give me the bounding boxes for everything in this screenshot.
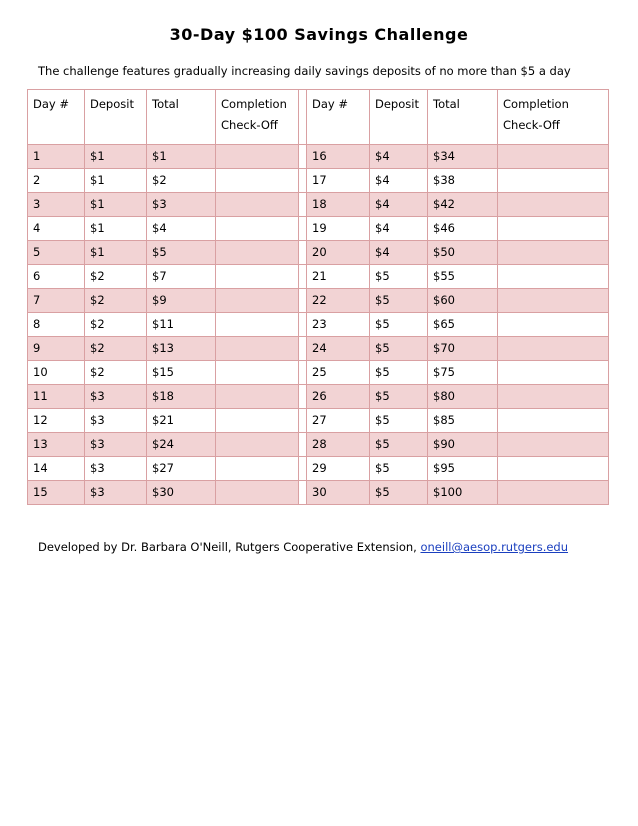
day-cell: 7: [28, 289, 85, 313]
total-cell: $27: [147, 457, 216, 481]
completion-checkoff-cell[interactable]: [498, 265, 609, 289]
table-row: [28, 385, 609, 409]
deposit-cell: $2: [85, 265, 147, 289]
total-cell: $55: [428, 265, 498, 289]
deposit-cell: $3: [85, 385, 147, 409]
total-cell: $95: [428, 457, 498, 481]
total-cell: $38: [428, 169, 498, 193]
table-header-row: [28, 90, 609, 145]
credit-line: [38, 540, 568, 554]
total-cell: $85: [428, 409, 498, 433]
total-cell: $30: [147, 481, 216, 505]
completion-checkoff-cell[interactable]: [216, 337, 299, 361]
credit-text: Developed by Dr. Barbara O'Neill, Rutgers Cooperative Extension,: [38, 540, 421, 554]
day-cell: 25: [307, 361, 370, 385]
total-cell: $90: [428, 433, 498, 457]
day-cell: 23: [307, 313, 370, 337]
day-cell: 1: [28, 145, 85, 169]
column-gap: [299, 145, 307, 169]
completion-checkoff-cell[interactable]: [498, 145, 609, 169]
column-gap: [299, 481, 307, 505]
total-cell: $2: [147, 169, 216, 193]
day-cell: 14: [28, 457, 85, 481]
day-cell: 5: [28, 241, 85, 265]
completion-checkoff-cell[interactable]: [216, 217, 299, 241]
table-body: [28, 145, 609, 505]
deposit-cell: $4: [370, 241, 428, 265]
header-day-right: Day #: [307, 90, 370, 145]
day-cell: 21: [307, 265, 370, 289]
total-cell: $18: [147, 385, 216, 409]
completion-checkoff-cell[interactable]: [216, 409, 299, 433]
deposit-cell: $5: [370, 409, 428, 433]
table-row: [28, 193, 609, 217]
completion-checkoff-cell[interactable]: [216, 385, 299, 409]
header-deposit-right: Deposit: [370, 90, 428, 145]
table-row: [28, 337, 609, 361]
deposit-cell: $2: [85, 313, 147, 337]
deposit-cell: $5: [370, 313, 428, 337]
table-row: [28, 433, 609, 457]
completion-checkoff-cell[interactable]: [498, 241, 609, 265]
completion-checkoff-cell[interactable]: [498, 289, 609, 313]
day-cell: 16: [307, 145, 370, 169]
deposit-cell: $1: [85, 241, 147, 265]
column-gap: [299, 385, 307, 409]
completion-checkoff-cell[interactable]: [498, 313, 609, 337]
day-cell: 12: [28, 409, 85, 433]
completion-checkoff-cell[interactable]: [498, 385, 609, 409]
header-completion-left: Completion Check-Off: [216, 90, 299, 145]
deposit-cell: $1: [85, 145, 147, 169]
deposit-cell: $2: [85, 289, 147, 313]
completion-checkoff-cell[interactable]: [498, 433, 609, 457]
day-cell: 19: [307, 217, 370, 241]
completion-checkoff-cell[interactable]: [498, 193, 609, 217]
day-cell: 2: [28, 169, 85, 193]
completion-checkoff-cell[interactable]: [216, 145, 299, 169]
total-cell: $75: [428, 361, 498, 385]
total-cell: $42: [428, 193, 498, 217]
total-cell: $1: [147, 145, 216, 169]
day-cell: 29: [307, 457, 370, 481]
total-cell: $100: [428, 481, 498, 505]
total-cell: $21: [147, 409, 216, 433]
day-cell: 6: [28, 265, 85, 289]
table-row: [28, 265, 609, 289]
completion-checkoff-cell[interactable]: [216, 265, 299, 289]
intro-text: The challenge features gradually increasing daily savings deposits of no more than $5 a day: [38, 64, 571, 78]
deposit-cell: $2: [85, 361, 147, 385]
header-deposit-left: Deposit: [85, 90, 147, 145]
completion-checkoff-cell[interactable]: [216, 457, 299, 481]
day-cell: 11: [28, 385, 85, 409]
deposit-cell: $3: [85, 481, 147, 505]
column-gap: [299, 289, 307, 313]
total-cell: $4: [147, 217, 216, 241]
day-cell: 13: [28, 433, 85, 457]
completion-checkoff-cell[interactable]: [498, 337, 609, 361]
column-gap: [299, 457, 307, 481]
total-cell: $50: [428, 241, 498, 265]
column-gap: [299, 90, 307, 145]
total-cell: $7: [147, 265, 216, 289]
completion-checkoff-cell[interactable]: [498, 457, 609, 481]
table-row: [28, 457, 609, 481]
column-gap: [299, 313, 307, 337]
total-cell: $80: [428, 385, 498, 409]
header-day-left: Day #: [28, 90, 85, 145]
completion-checkoff-cell[interactable]: [216, 169, 299, 193]
deposit-cell: $4: [370, 169, 428, 193]
deposit-cell: $4: [370, 217, 428, 241]
completion-checkoff-cell[interactable]: [216, 433, 299, 457]
completion-checkoff-cell[interactable]: [498, 361, 609, 385]
table-row: [28, 169, 609, 193]
total-cell: $11: [147, 313, 216, 337]
completion-checkoff-cell[interactable]: [216, 193, 299, 217]
column-gap: [299, 241, 307, 265]
deposit-cell: $4: [370, 193, 428, 217]
day-cell: 20: [307, 241, 370, 265]
savings-table-container: [27, 89, 608, 505]
table-row: [28, 289, 609, 313]
completion-checkoff-cell[interactable]: [498, 481, 609, 505]
total-cell: $34: [428, 145, 498, 169]
day-cell: 17: [307, 169, 370, 193]
deposit-cell: $1: [85, 193, 147, 217]
completion-checkoff-cell[interactable]: [498, 217, 609, 241]
total-cell: $3: [147, 193, 216, 217]
deposit-cell: $5: [370, 361, 428, 385]
day-cell: 4: [28, 217, 85, 241]
table-row: [28, 145, 609, 169]
header-total-left: Total: [147, 90, 216, 145]
column-gap: [299, 409, 307, 433]
header-completion-right: Completion Check-Off: [498, 90, 609, 145]
deposit-cell: $5: [370, 337, 428, 361]
total-cell: $65: [428, 313, 498, 337]
total-cell: $46: [428, 217, 498, 241]
day-cell: 9: [28, 337, 85, 361]
total-cell: $9: [147, 289, 216, 313]
table-row: [28, 409, 609, 433]
completion-checkoff-cell[interactable]: [216, 361, 299, 385]
column-gap: [299, 193, 307, 217]
deposit-cell: $3: [85, 433, 147, 457]
table-row: [28, 241, 609, 265]
deposit-cell: $1: [85, 217, 147, 241]
completion-checkoff-cell[interactable]: [216, 481, 299, 505]
day-cell: 28: [307, 433, 370, 457]
column-gap: [299, 169, 307, 193]
completion-checkoff-cell[interactable]: [216, 289, 299, 313]
column-gap: [299, 337, 307, 361]
deposit-cell: $4: [370, 145, 428, 169]
deposit-cell: $5: [370, 289, 428, 313]
day-cell: 8: [28, 313, 85, 337]
table-row: [28, 313, 609, 337]
day-cell: 15: [28, 481, 85, 505]
deposit-cell: $5: [370, 385, 428, 409]
table-row: [28, 361, 609, 385]
day-cell: 18: [307, 193, 370, 217]
completion-checkoff-cell[interactable]: [498, 169, 609, 193]
deposit-cell: $1: [85, 169, 147, 193]
day-cell: 22: [307, 289, 370, 313]
deposit-cell: $3: [85, 457, 147, 481]
total-cell: $13: [147, 337, 216, 361]
deposit-cell: $3: [85, 409, 147, 433]
completion-checkoff-cell[interactable]: [216, 313, 299, 337]
total-cell: $5: [147, 241, 216, 265]
day-cell: 24: [307, 337, 370, 361]
table-row: [28, 481, 609, 505]
completion-checkoff-cell[interactable]: [498, 409, 609, 433]
deposit-cell: $5: [370, 481, 428, 505]
table-row: [28, 217, 609, 241]
column-gap: [299, 265, 307, 289]
column-gap: [299, 361, 307, 385]
savings-table: [27, 89, 609, 505]
header-total-right: Total: [428, 90, 498, 145]
total-cell: $60: [428, 289, 498, 313]
total-cell: $70: [428, 337, 498, 361]
completion-checkoff-cell[interactable]: [216, 241, 299, 265]
deposit-cell: $5: [370, 457, 428, 481]
day-cell: 27: [307, 409, 370, 433]
total-cell: $15: [147, 361, 216, 385]
day-cell: 10: [28, 361, 85, 385]
author-email-link[interactable]: oneill@aesop.rutgers.edu: [420, 540, 569, 554]
day-cell: 30: [307, 481, 370, 505]
deposit-cell: $5: [370, 433, 428, 457]
page-title: 30-Day $100 Savings Challenge: [169, 25, 469, 44]
deposit-cell: $5: [370, 265, 428, 289]
deposit-cell: $2: [85, 337, 147, 361]
column-gap: [299, 217, 307, 241]
column-gap: [299, 433, 307, 457]
day-cell: 26: [307, 385, 370, 409]
day-cell: 3: [28, 193, 85, 217]
total-cell: $24: [147, 433, 216, 457]
